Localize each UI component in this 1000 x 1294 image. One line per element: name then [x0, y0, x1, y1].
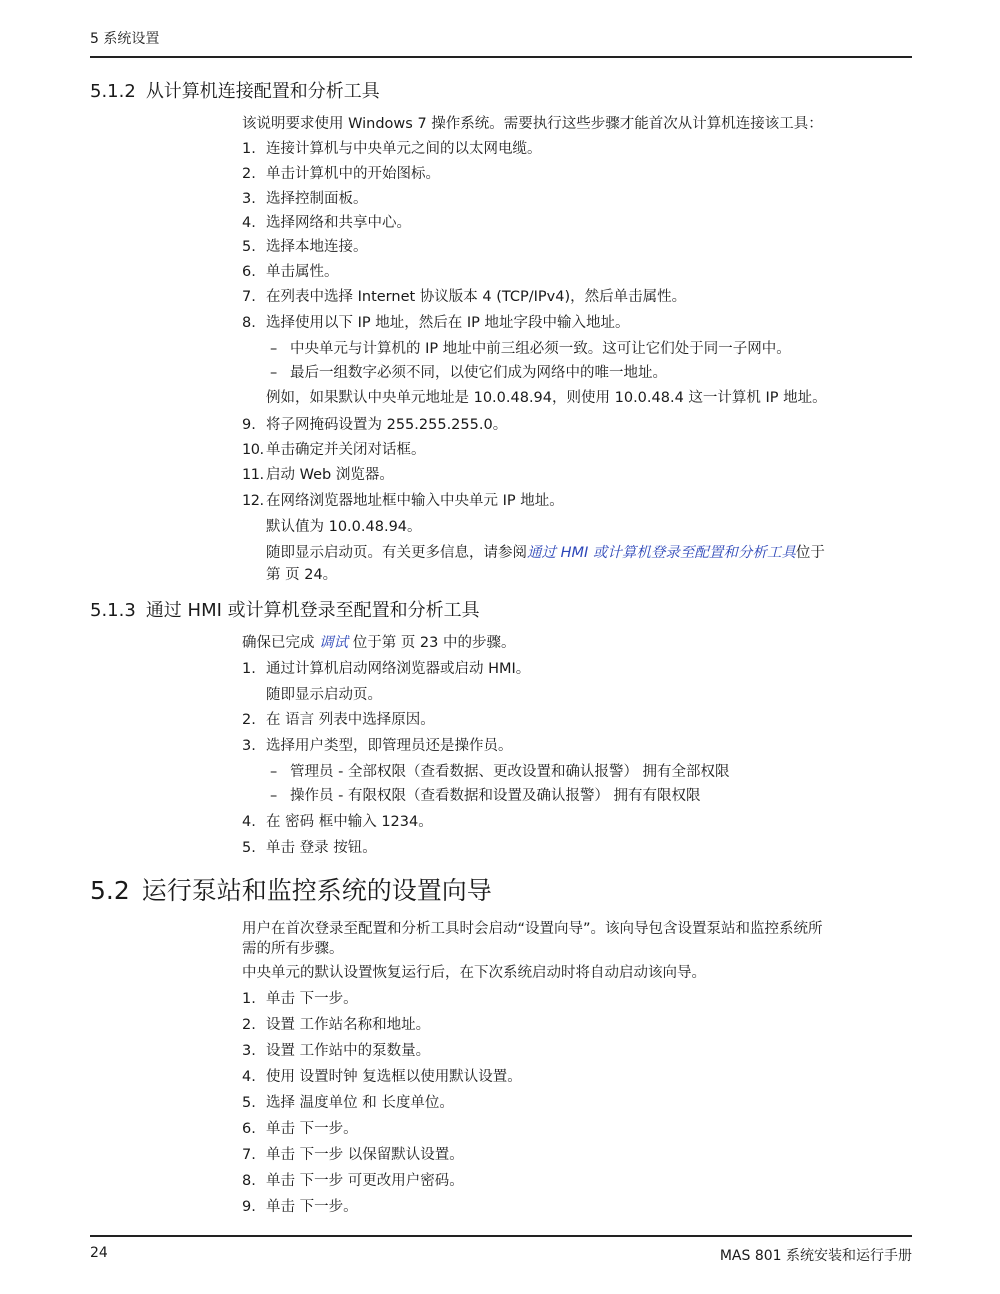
section-title: 通过 HMI 或计算机登录至配置和分析工具	[145, 600, 480, 621]
section-number: 5.1.2	[90, 81, 136, 102]
section-intro-line2: 需的所有步骤。	[242, 941, 344, 957]
list-item: 3. 设置 工作站中的泵数量。	[242, 1043, 431, 1059]
section-number: 5.1.3	[90, 600, 136, 621]
list-item: 5. 选择 温度单位 和 长度单位。	[242, 1095, 454, 1111]
list-item: 3. 选择控制面板。	[242, 191, 368, 207]
list-item: 2. 设置 工作站名称和地址。	[242, 1017, 431, 1033]
list-item: 7. 在列表中选择 Internet 协议版本 4 (TCP/IPv4)，然后单击属性。	[242, 289, 687, 305]
list-item: 4. 选择网络和共享中心。	[242, 215, 411, 231]
section-intro: 该说明要求使用 Windows 7 操作系统。需要执行这些步骤才能首次从计算机连接该工具：	[242, 116, 823, 132]
list-item: 5. 单击 登录 按钮。	[242, 840, 377, 856]
bullet-item: – 管理员 - 全部权限（查看数据、更改设置和确认报警） 拥有全部权限	[270, 764, 730, 780]
page-number: 24	[90, 1245, 108, 1261]
list-item: 3. 选择用户类型，即管理员还是操作员。	[242, 738, 513, 754]
section-number: 5.2	[90, 876, 130, 905]
list-item: 4. 在 密码 框中输入 1234。	[242, 814, 433, 830]
cross-ref-link[interactable]: 通过 HMI 或计算机登录至配置和分析工具	[527, 545, 796, 561]
startpage-note: 随即显示启动页。有关更多信息，请参阅通过 HMI 或计算机登录至配置和分析工具位于	[266, 545, 825, 561]
list-item: 6. 单击 下一步。	[242, 1121, 358, 1137]
bullet-item: – 中央单元与计算机的 IP 地址中前三组必须一致。这可让它们处于同一子网中。	[270, 341, 791, 357]
document-title: MAS 801 系统安装和运行手册	[719, 1248, 912, 1264]
footer-rule	[90, 1235, 912, 1237]
section-title: 运行泵站和监控系统的设置向导	[141, 876, 492, 905]
list-item: 6. 单击属性。	[242, 264, 339, 280]
list-item: 10. 单击确定并关闭对话框。	[242, 442, 426, 458]
example-note: 例如，如果默认中央单元地址是 10.0.48.94，则使用 10.0.48.4 这一计算机 IP 地址。	[266, 390, 827, 406]
list-item: 12. 在网络浏览器地址框中输入中央单元 IP 地址。	[242, 493, 564, 509]
section-5-1-3-heading	[90, 596, 480, 622]
list-item: 1. 通过计算机启动网络浏览器或启动 HMI。	[242, 661, 531, 677]
section-5-2-heading	[90, 871, 492, 907]
list-item: 1. 单击 下一步。	[242, 991, 358, 1007]
list-item: 1. 连接计算机与中央单元之间的以太网电缆。	[242, 141, 542, 157]
step-note: 随即显示启动页。	[266, 687, 382, 703]
list-item: 5. 选择本地连接。	[242, 239, 368, 255]
section-5-1-2-heading	[90, 77, 380, 103]
section-intro: 用户在首次登录至配置和分析工具时会启动“设置向导”。该向导包含设置泵站和监控系统所	[242, 921, 823, 937]
list-item: 9. 将子网掩码设置为 255.255.255.0。	[242, 417, 508, 433]
cross-ref-link[interactable]: 调试	[319, 635, 349, 651]
header-rule	[90, 56, 912, 58]
section-intro: 确保已完成 调试 位于第 页 23 中的步骤。	[242, 635, 516, 651]
running-header: 5 系统设置	[90, 31, 160, 47]
list-item: 7. 单击 下一步 以保留默认设置。	[242, 1147, 464, 1163]
list-item: 8. 选择使用以下 IP 地址，然后在 IP 地址字段中输入地址。	[242, 315, 630, 331]
bullet-item: – 操作员 - 有限权限（查看数据和设置及确认报警） 拥有有限权限	[270, 788, 701, 804]
list-item: 9. 单击 下一步。	[242, 1199, 358, 1215]
section-intro-2: 中央单元的默认设置恢复运行后，在下次系统启动时将自动启动该向导。	[242, 965, 706, 981]
section-title: 从计算机连接配置和分析工具	[145, 81, 380, 102]
startpage-note-line2: 第 页 24。	[266, 567, 338, 583]
list-item: 2. 在 语言 列表中选择原因。	[242, 712, 435, 728]
list-item: 4. 使用 设置时钟 复选框以使用默认设置。	[242, 1069, 522, 1085]
default-value-note: 默认值为 10.0.48.94。	[266, 519, 422, 535]
list-item: 11. 启动 Web 浏览器。	[242, 467, 394, 483]
list-item: 2. 单击计算机中的开始图标。	[242, 166, 440, 182]
bullet-item: – 最后一组数字必须不同，以使它们成为网络中的唯一地址。	[270, 365, 667, 381]
list-item: 8. 单击 下一步 可更改用户密码。	[242, 1173, 464, 1189]
